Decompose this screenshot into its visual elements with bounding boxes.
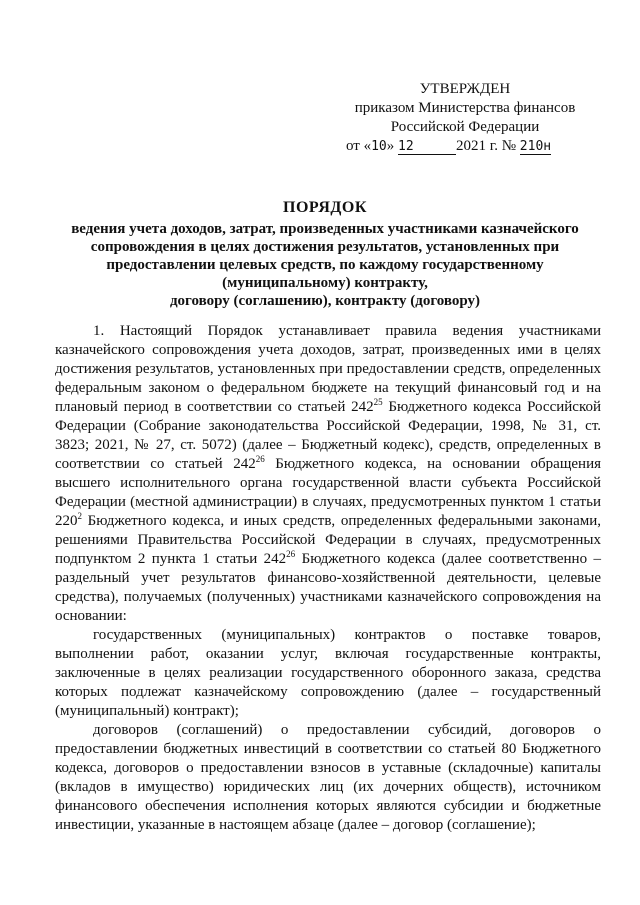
date-day: 10 [371,139,387,154]
order-number: 210н [519,139,552,154]
date-month [398,140,456,155]
p1-text-a: 1. Настоящий Порядок устанавливает правила ведения участниками казначейского сопровождения учета доходов, затрат, произведенных ими в целях достижения результатов, установленных при предоставлении средств, определенных федеральным законом о федеральном бюджете на текущий финансовый год и на плановый период в соответствии со статьей 242 [55,323,601,415]
approval-word: УТВЕРЖДЕН [419,81,511,97]
paragraph-3: договоров (соглашений) о предоставлении субсидий, договоров о предоставлении бюджетных инвестиций в соответствии со статьей 80 Бюджетного кодекса, договоров о предоставлении взносов в уставные (складочные) капиталы (вкладов в имущество) юридических лиц (их дочерних обществ), источником финансового обеспечения исполнения которых являются субсидии и бюджетные инвестиции, указанные в настоящем абзаце (далее – договор (соглашение); [55,722,601,833]
p1-text-d: Бюджетного кодекса, и иных средств, определенных федеральными законами, решениями Правительства Российской Федерации в случаях, предусмотренных подпунктом 2 пункта 1 статьи 242 [55,513,601,567]
p1-sup-4: 26 [286,549,296,559]
approval-date-line [340,137,590,156]
document-body [55,322,601,835]
date-year: 2021 г. № [456,138,517,154]
title-heading: ПОРЯДОК [283,199,367,216]
title-line-5: договору (соглашению), контракту (договору) [169,293,481,309]
title-line-2: сопровождения в целях достижения результатов, установленных при [90,239,560,255]
approval-stamp [340,80,590,156]
p1-text-e: Бюджетного кодекса (далее соответственно – раздельный учет результатов финансово-хозяйственной деятельности, целевые средства), получаемых (полученных) участниками казначейского сопровождения на основании: [55,551,601,624]
p1-sup-3: 2 [77,511,82,521]
p1-sup-1: 25 [373,397,383,407]
date-sep: » [386,138,395,154]
p1-sup-2: 26 [255,454,265,464]
approval-country-line: Российской Федерации [390,119,540,135]
p1-text-b: Бюджетного кодекса Российской Федерации (Собрание законодательства Российской Федерации, 1998, № 31, ст. 3823; 2021, № 27, ст. 5072) (далее – Бюджетный кодекс), средств, определенных в соответствии со статьей 242 [55,399,602,472]
title-line-3: предоставлении целевых средств, по каждому государственному [106,257,544,273]
paragraph-1 [55,322,601,626]
approval-order-line: приказом Министерства финансов [354,100,576,116]
paragraph-2: государственных (муниципальных) контрактов о поставке товаров, выполнении работ, оказании услуг, включая государственные контракты, заключенные в целях реализации государственного оборонного заказа, средства которых подлежат казначейскому сопровождению (далее – государственный (муниципальный) контракт); [55,627,601,719]
p1-text-c: Бюджетного кодекса, на основании обращения высшего исполнительного органа государственной власти субъекта Российской Федерации (местной администрации) в случаях, предусмотренных пунктом 1 статьи 220 [55,456,601,529]
title-line-1: ведения учета доходов, затрат, произведенных участниками казначейского [71,221,579,237]
date-month-value: 12 [398,139,414,154]
title-line-4: (муниципальному) контракту, [222,275,428,291]
date-prefix: от « [346,138,372,154]
document-title [30,199,620,310]
